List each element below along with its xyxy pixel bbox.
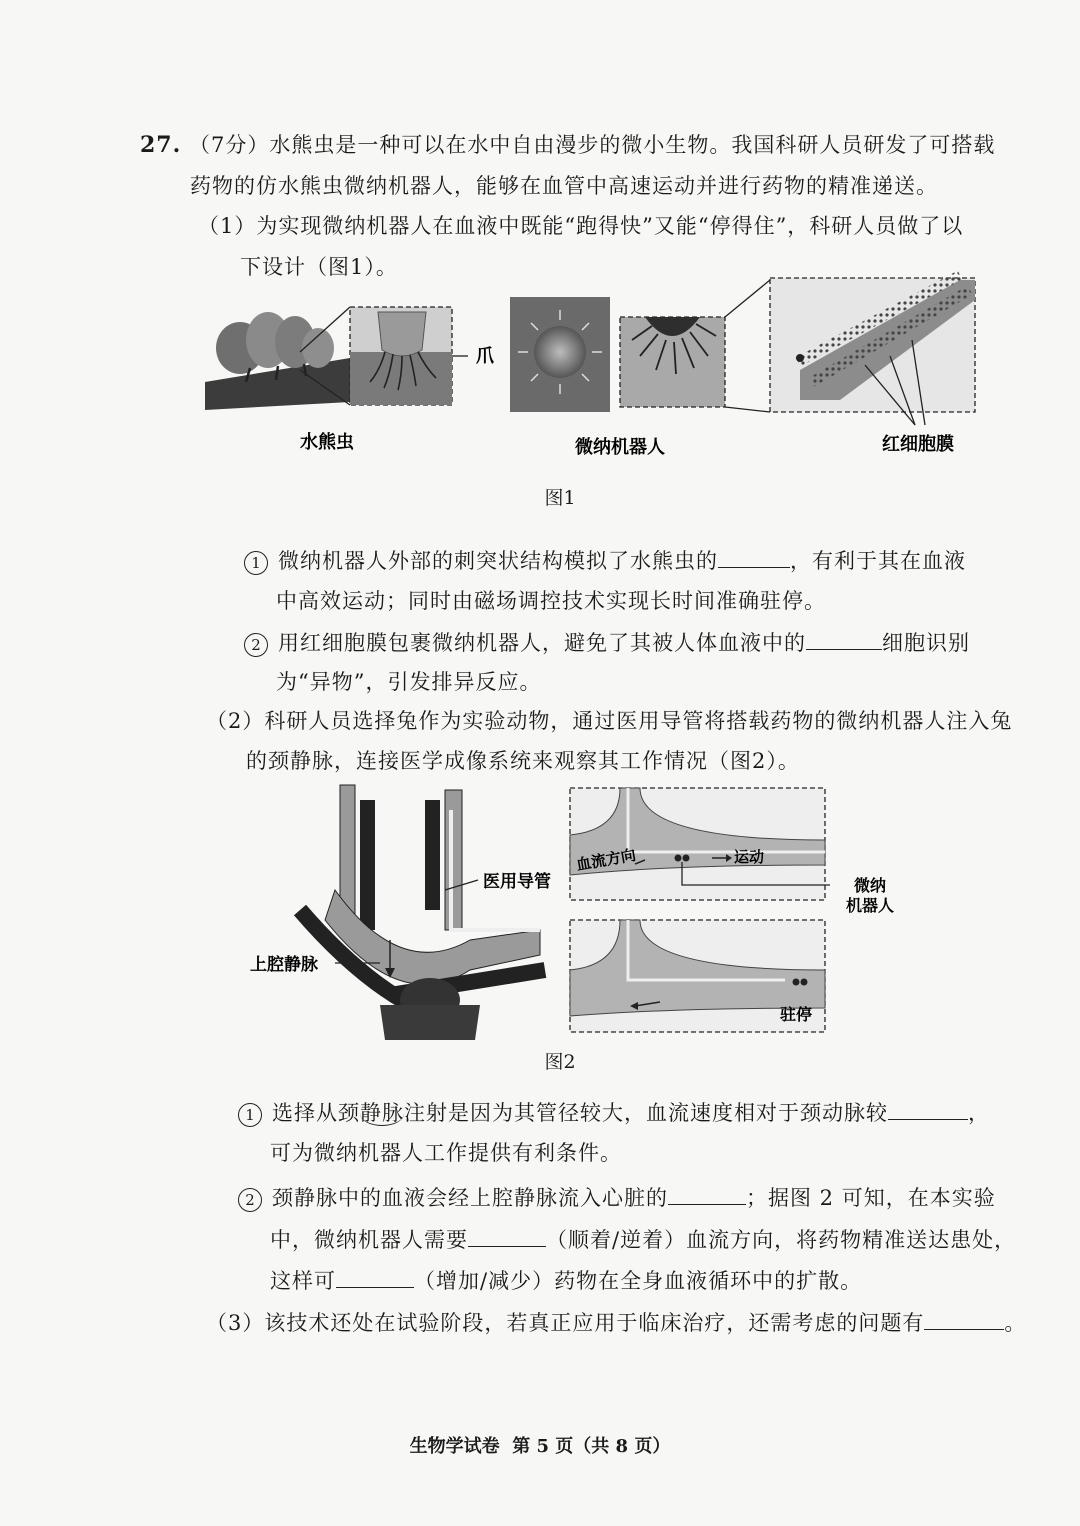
label-membrane: 红细胞膜 <box>882 434 954 455</box>
question-intro-line2: 药物的仿水熊虫微纳机器人，能够在血管中高速运动并进行药物的精准递送。 <box>190 174 938 198</box>
sub-number: 1 <box>238 1103 262 1127</box>
label-claw: 爪 <box>476 346 494 367</box>
part2-sub1-line2: 可为微纳机器人工作提供有利条件。 <box>270 1141 622 1165</box>
panel-movement <box>570 788 830 900</box>
part1-sub1-line2: 中高效运动；同时由磁场调控技术实现长时间准确驻停。 <box>276 589 826 613</box>
label-robot-line1: 微纳 <box>854 876 887 895</box>
label-tardigrade: 水熊虫 <box>300 432 354 453</box>
part2-sub2-line1: 2 颈静脉中的血液会经上腔静脉流入心脏的 ；据图 2 可知，在本实验 <box>238 1182 996 1213</box>
figure1 <box>200 270 980 470</box>
sub-number: 2 <box>244 633 268 657</box>
answer-blank[interactable] <box>336 1265 414 1288</box>
question-number: 27. <box>140 132 182 158</box>
sub-number: 2 <box>238 1188 262 1212</box>
answer-blank[interactable] <box>668 1182 746 1205</box>
page-footer: 生物学试卷 第 5 页（共 8 页） <box>409 1436 671 1457</box>
emphasized-text: 静脉 <box>360 1101 404 1125</box>
sub-number: 1 <box>244 551 268 575</box>
label-move: 运动 <box>734 848 765 866</box>
part1-sub2-line1: 2 用红细胞膜包裹微纳机器人，避免了其被人体血液中的 细胞识别 <box>244 627 970 658</box>
part2-sub2-line2: 中，微纳机器人需要 （顺着/逆着）血流方向，将药物精准送达患处， <box>270 1224 1016 1255</box>
label-svc: 上腔静脉 <box>250 955 318 975</box>
figure2 <box>240 780 920 1040</box>
figure2-caption: 图2 <box>544 1051 576 1073</box>
label-flow: 血流方向 <box>574 845 638 875</box>
answer-blank[interactable] <box>924 1307 1004 1330</box>
figure1-caption: 图1 <box>544 487 576 509</box>
part1-line1: （1）为实现微纳机器人在血液中既能“跑得快”又能“停得住”，科研人员做了以 <box>198 214 964 238</box>
membrane-zoom-box <box>770 275 975 412</box>
part3-line: （3）该技术还处在试验阶段，若真正应用于临床治疗，还需考虑的问题有 。 <box>206 1307 1026 1338</box>
part1-line2: 下设计（图1）。 <box>240 255 398 279</box>
answer-blank[interactable] <box>718 545 790 568</box>
label-stop: 驻停 <box>780 1005 813 1024</box>
answer-blank[interactable] <box>806 627 882 650</box>
label-robot: 微纳机器人 <box>575 437 665 458</box>
label-catheter: 医用导管 <box>483 872 551 892</box>
answer-blank[interactable] <box>468 1224 546 1247</box>
part2-line2: 的颈静脉，连接医学成像系统来观察其工作情况（图2）。 <box>246 749 800 773</box>
part2-sub2-line3: 这样可 （增加/减少）药物在全身血液循环中的扩散。 <box>270 1265 862 1296</box>
part1-sub1-line1: 1 微纳机器人外部的刺突状结构模拟了水熊虫的 ，有利于其在血液 <box>244 545 966 576</box>
vessel-diagram <box>300 785 545 1040</box>
question-intro-line1: 27. （7分）水熊虫是一种可以在水中自由漫步的微小生物。我国科研人员研发了可搭载 <box>140 132 996 158</box>
part1-sub2-line2: 为“异物”，引发排异反应。 <box>276 670 542 694</box>
claw-zoom-box <box>350 307 452 405</box>
part2-sub1-line1: 1 选择从颈静脉注射是因为其管径较大，血流速度相对于颈动脉较 ， <box>238 1097 990 1128</box>
robot-photo <box>510 297 610 412</box>
robot-zoom-box <box>620 317 725 407</box>
part2-line1: （2）科研人员选择兔作为实验动物，通过医用导管将搭载药物的微纳机器人注入兔 <box>206 709 1013 733</box>
label-robot-line2: 机器人 <box>846 896 895 915</box>
answer-blank[interactable] <box>888 1097 968 1120</box>
